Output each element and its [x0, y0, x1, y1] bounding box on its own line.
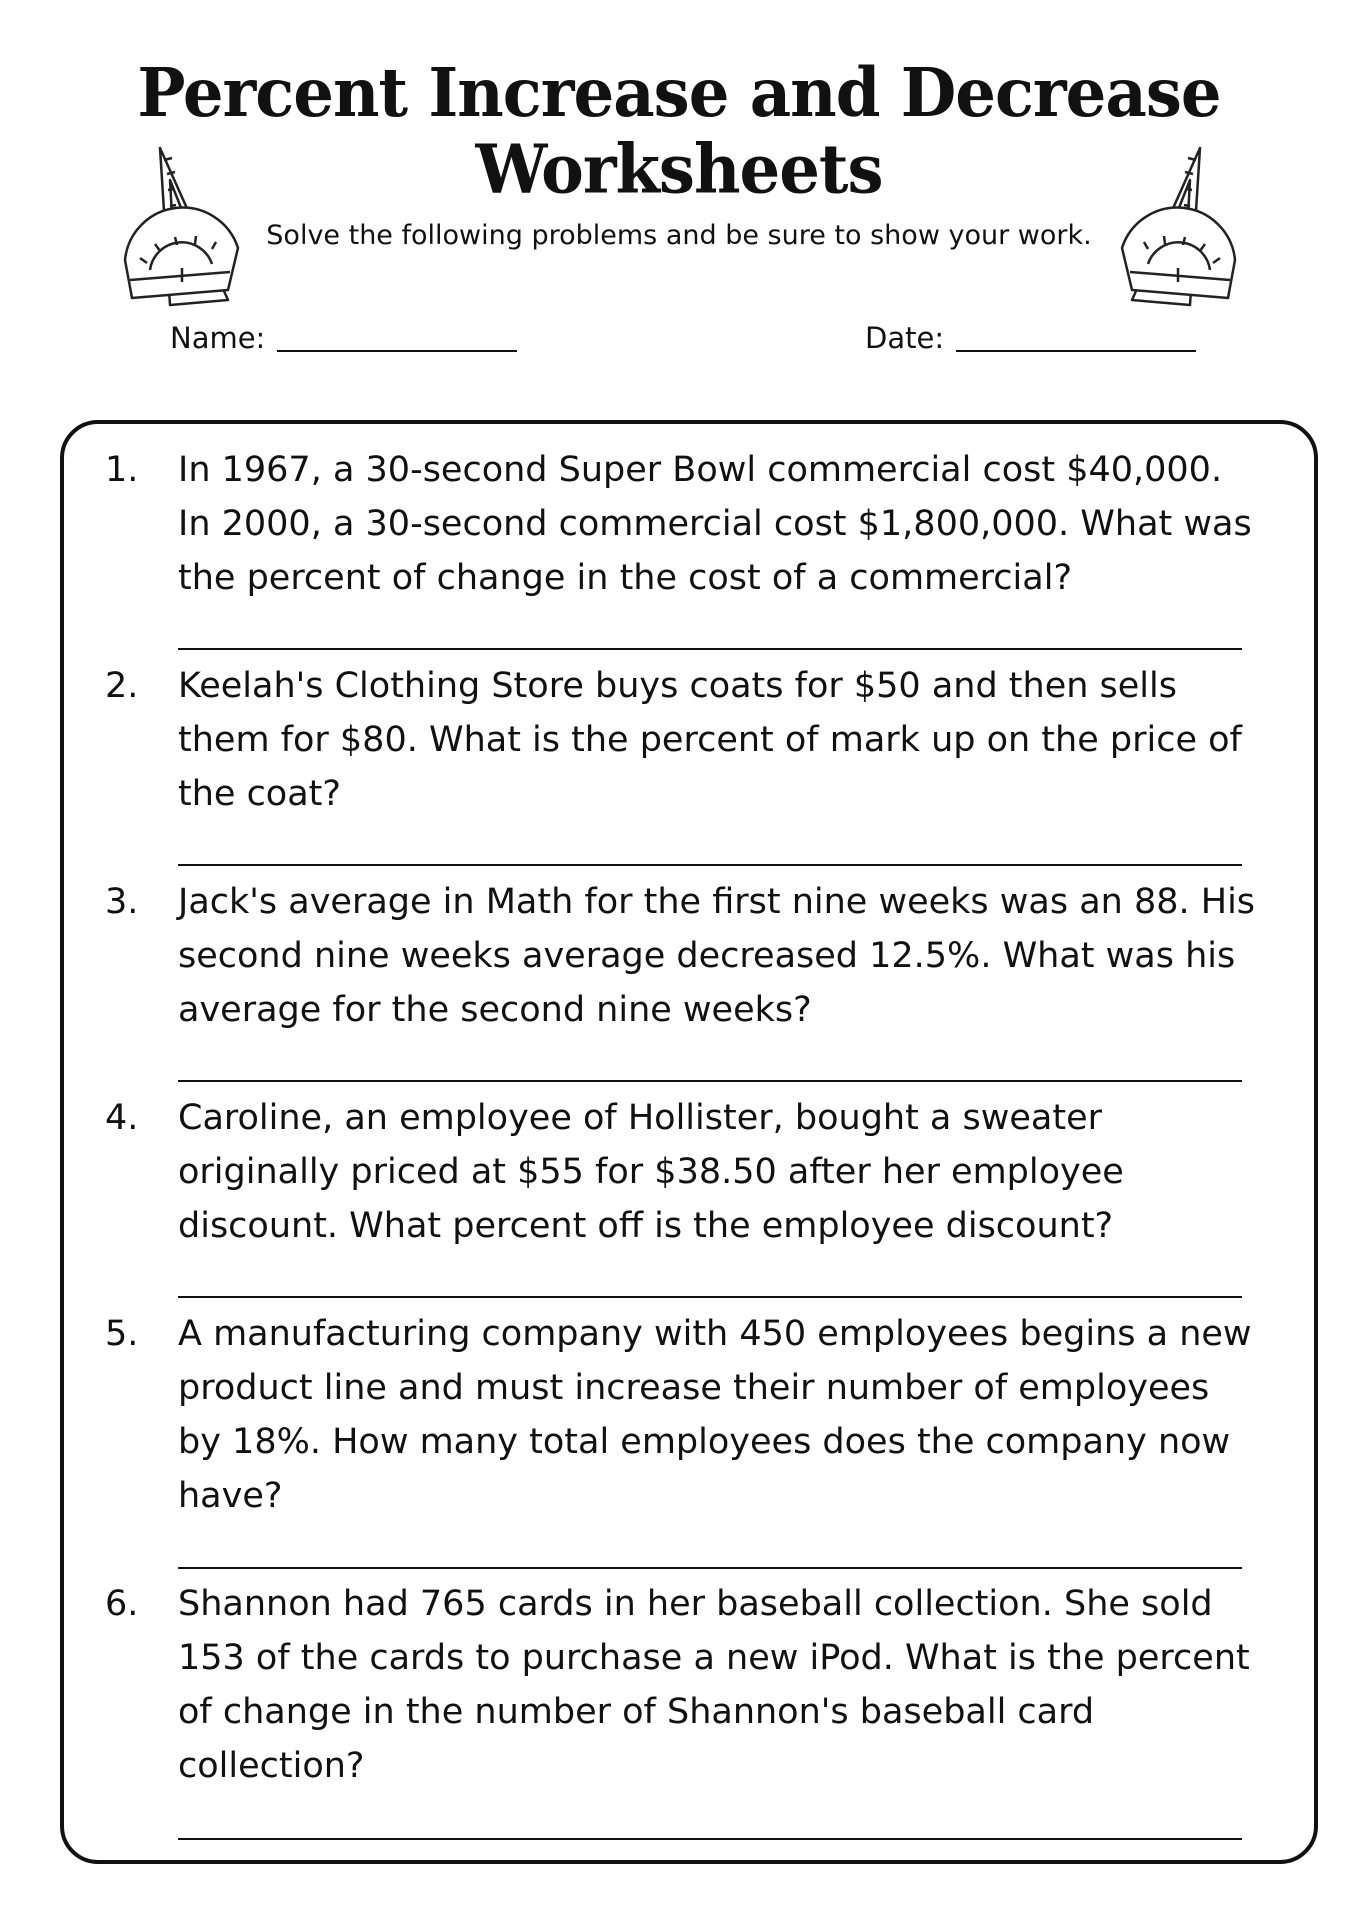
problem-text: Shannon had 765 cards in her baseball collection. She sold 153 of the cards to purchase a new iPod. What is the percent of change in the number of Shannon's baseball card collection?: [178, 1584, 1250, 1786]
problem-number: 5.: [105, 1314, 139, 1354]
name-field[interactable]: [170, 318, 517, 358]
problem-text: Caroline, an employee of Hollister, bought a sweater originally priced at $55 for $38.50 after her employee discount. What percent off is the employee discount?: [178, 1098, 1124, 1246]
problem-text: Jack's average in Math for the first nine weeks was an 88. His second nine weeks average decreased 12.5%. What was his average for the second nine weeks?: [178, 882, 1256, 1030]
problem-4: [105, 1091, 1265, 1253]
problem-text: Keelah's Clothing Store buys coats for $50 and then sells them for $80. What is the percent of mark up on the price of the coat?: [178, 666, 1242, 814]
problem-3: [105, 875, 1265, 1037]
problem-1: [105, 443, 1265, 605]
problem-number: 3.: [105, 882, 139, 922]
problem-number: 6.: [105, 1584, 139, 1624]
problem-2: [105, 659, 1265, 821]
problem-5: [105, 1307, 1265, 1523]
name-label: Name:: [170, 321, 266, 355]
problem-6: [105, 1577, 1265, 1793]
date-blank-line[interactable]: [956, 350, 1196, 352]
problem-number: 4.: [105, 1098, 139, 1138]
name-blank-line[interactable]: [277, 350, 517, 352]
answer-line-5[interactable]: [178, 1567, 1242, 1569]
answer-line-3[interactable]: [178, 1080, 1242, 1082]
answer-line-6[interactable]: [178, 1838, 1242, 1840]
answer-line-4[interactable]: [178, 1296, 1242, 1298]
date-label: Date:: [865, 321, 945, 355]
problem-number: 2.: [105, 666, 139, 706]
title-line-2: Worksheets: [475, 129, 883, 210]
instructions: Solve the following problems and be sure to show your work.: [266, 220, 1092, 251]
problem-text: A manufacturing company with 450 employees begins a new product line and must increase their number of employees by 18%. How many total employees does the company now have?: [178, 1314, 1252, 1516]
problem-text: In 1967, a 30-second Super Bowl commercial cost $40,000. In 2000, a 30-second commercial cost $1,800,000. What was the percent of change in the cost of a commercial?: [178, 450, 1252, 598]
date-field[interactable]: [865, 318, 1196, 358]
title-line-1: Percent Increase and Decrease: [137, 53, 1221, 134]
answer-line-1[interactable]: [178, 648, 1242, 650]
problem-number: 1.: [105, 450, 139, 490]
answer-line-2[interactable]: [178, 864, 1242, 866]
